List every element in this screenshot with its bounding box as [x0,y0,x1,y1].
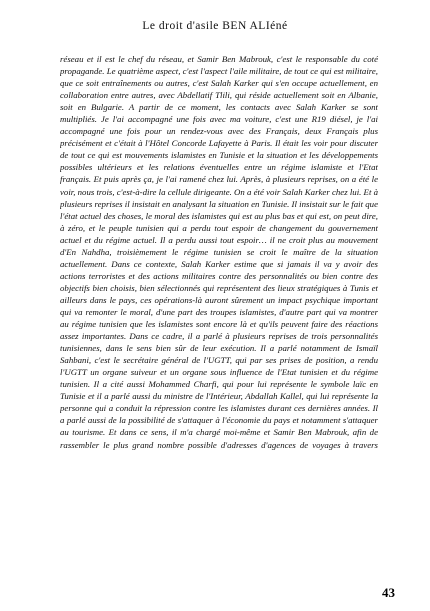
page-number: 43 [382,585,395,600]
body-paragraph: réseau et il est le chef du réseau, et Samir Ben Mabrouk, c'est le responsable du coté propagande. Le quatrième aspect, c'est l'aspect l'aile militaire, de tout ce qui est militaire, que ce soit entraînements ou autres, c'est Salah Karker qui s'en occupe actuellement, en collaboration entre autres, avec Abdellatif Tlili, qui réside actuellement soit en Albanie, soit en Bulgarie. A partir de ce moment, les contacts avec Salah Karker se sont multipliés. Je l'ai accompagné une fois avec ma voiture, c'est une R19 diésel, je l'ai accompagné une fois pour un rendez-vous avec des Français, deux Français plus précisément et c'était à l'Hôtel Concorde Lafayette à Paris. Il était les voir pour discuter de tout ce qui est mouvements islamistes en Tunisie et la situation et les développements possibles ultérieurs et les relations éventuelles entre un régime islamiste et l'Etat français. Et puis après ça, je l'ai ramené chez lui. Après, à plusieurs reprises, on a été le voir, nous trois, c'est-à-dire la cellule dirigeante. On a été voir Salah Karker chez lui. Et à plusieurs reprises il insistait en analysant la situation en Tunisie. Il insistait sur le fait que l'état actuel des choses, le moral des islamistes qui est au plus bas et qui est, on peut dire, à zéro, et le peuple tunisien qui a perdu tout espoir de changement du gouvernement actuel et du régime actuel. Il a perdu aussi tout espoir… il ne croit plus au mouvement d'En Nahdha, troisièmement le régime tunisien se croit le maître de la situation actuellement. Dans ce contexte, Salah Karker estime que si jamais il va y avoir des actions terroristes et des actions militaires contre des personnalités ou bien contre des objectifs bien choisis, bien sélectionnés qui représentent des lieux stratégiques à Tunis et ailleurs dans le pays, ces opérations-là auront sûrement un impact psychique important qui va remonter le moral, d'une part des troupes islamistes, d'autre part qui va montrer au régime tunisien que les islamistes sont encore là et qu'ils peuvent faire des réactions assez importantes. Dans ce cadre, il a parlé à plusieurs reprises de trois personnalités tunisiennes, dans le sens bien sûr de leur exécution. Il a parlé notamment de Ismaïl Sahbani, c'est le secrétaire général de l'UGTT, qui par ses prises de position, a rendu l'UGTT un organe suiveur et un organe sous influence de l'Etat tunisien et du régime tunisien. Il a cité aussi Mohammed Charfi, qui pour lui représente le symbole laïc en Tunisie et il a parlé aussi du ministre de l'Intérieur, Abdallah Kallel, qui lui représente la personne qui a conduit la répression contre les islamistes durant ces dernières années. Il a parlé aussi de la possibilité de s'attaquer à l'économie du pays et notamment s'attaquer au tourisme. Et dans ce sens, il m'a chargé moi-même et Samir Ben Mabrouk, afin de rassembler le plus grand nombre possible d'adresses d'agences de voyages à travers [60,54,378,450]
running-header: Le droit d'asile BEN ALIéné [142,20,288,32]
